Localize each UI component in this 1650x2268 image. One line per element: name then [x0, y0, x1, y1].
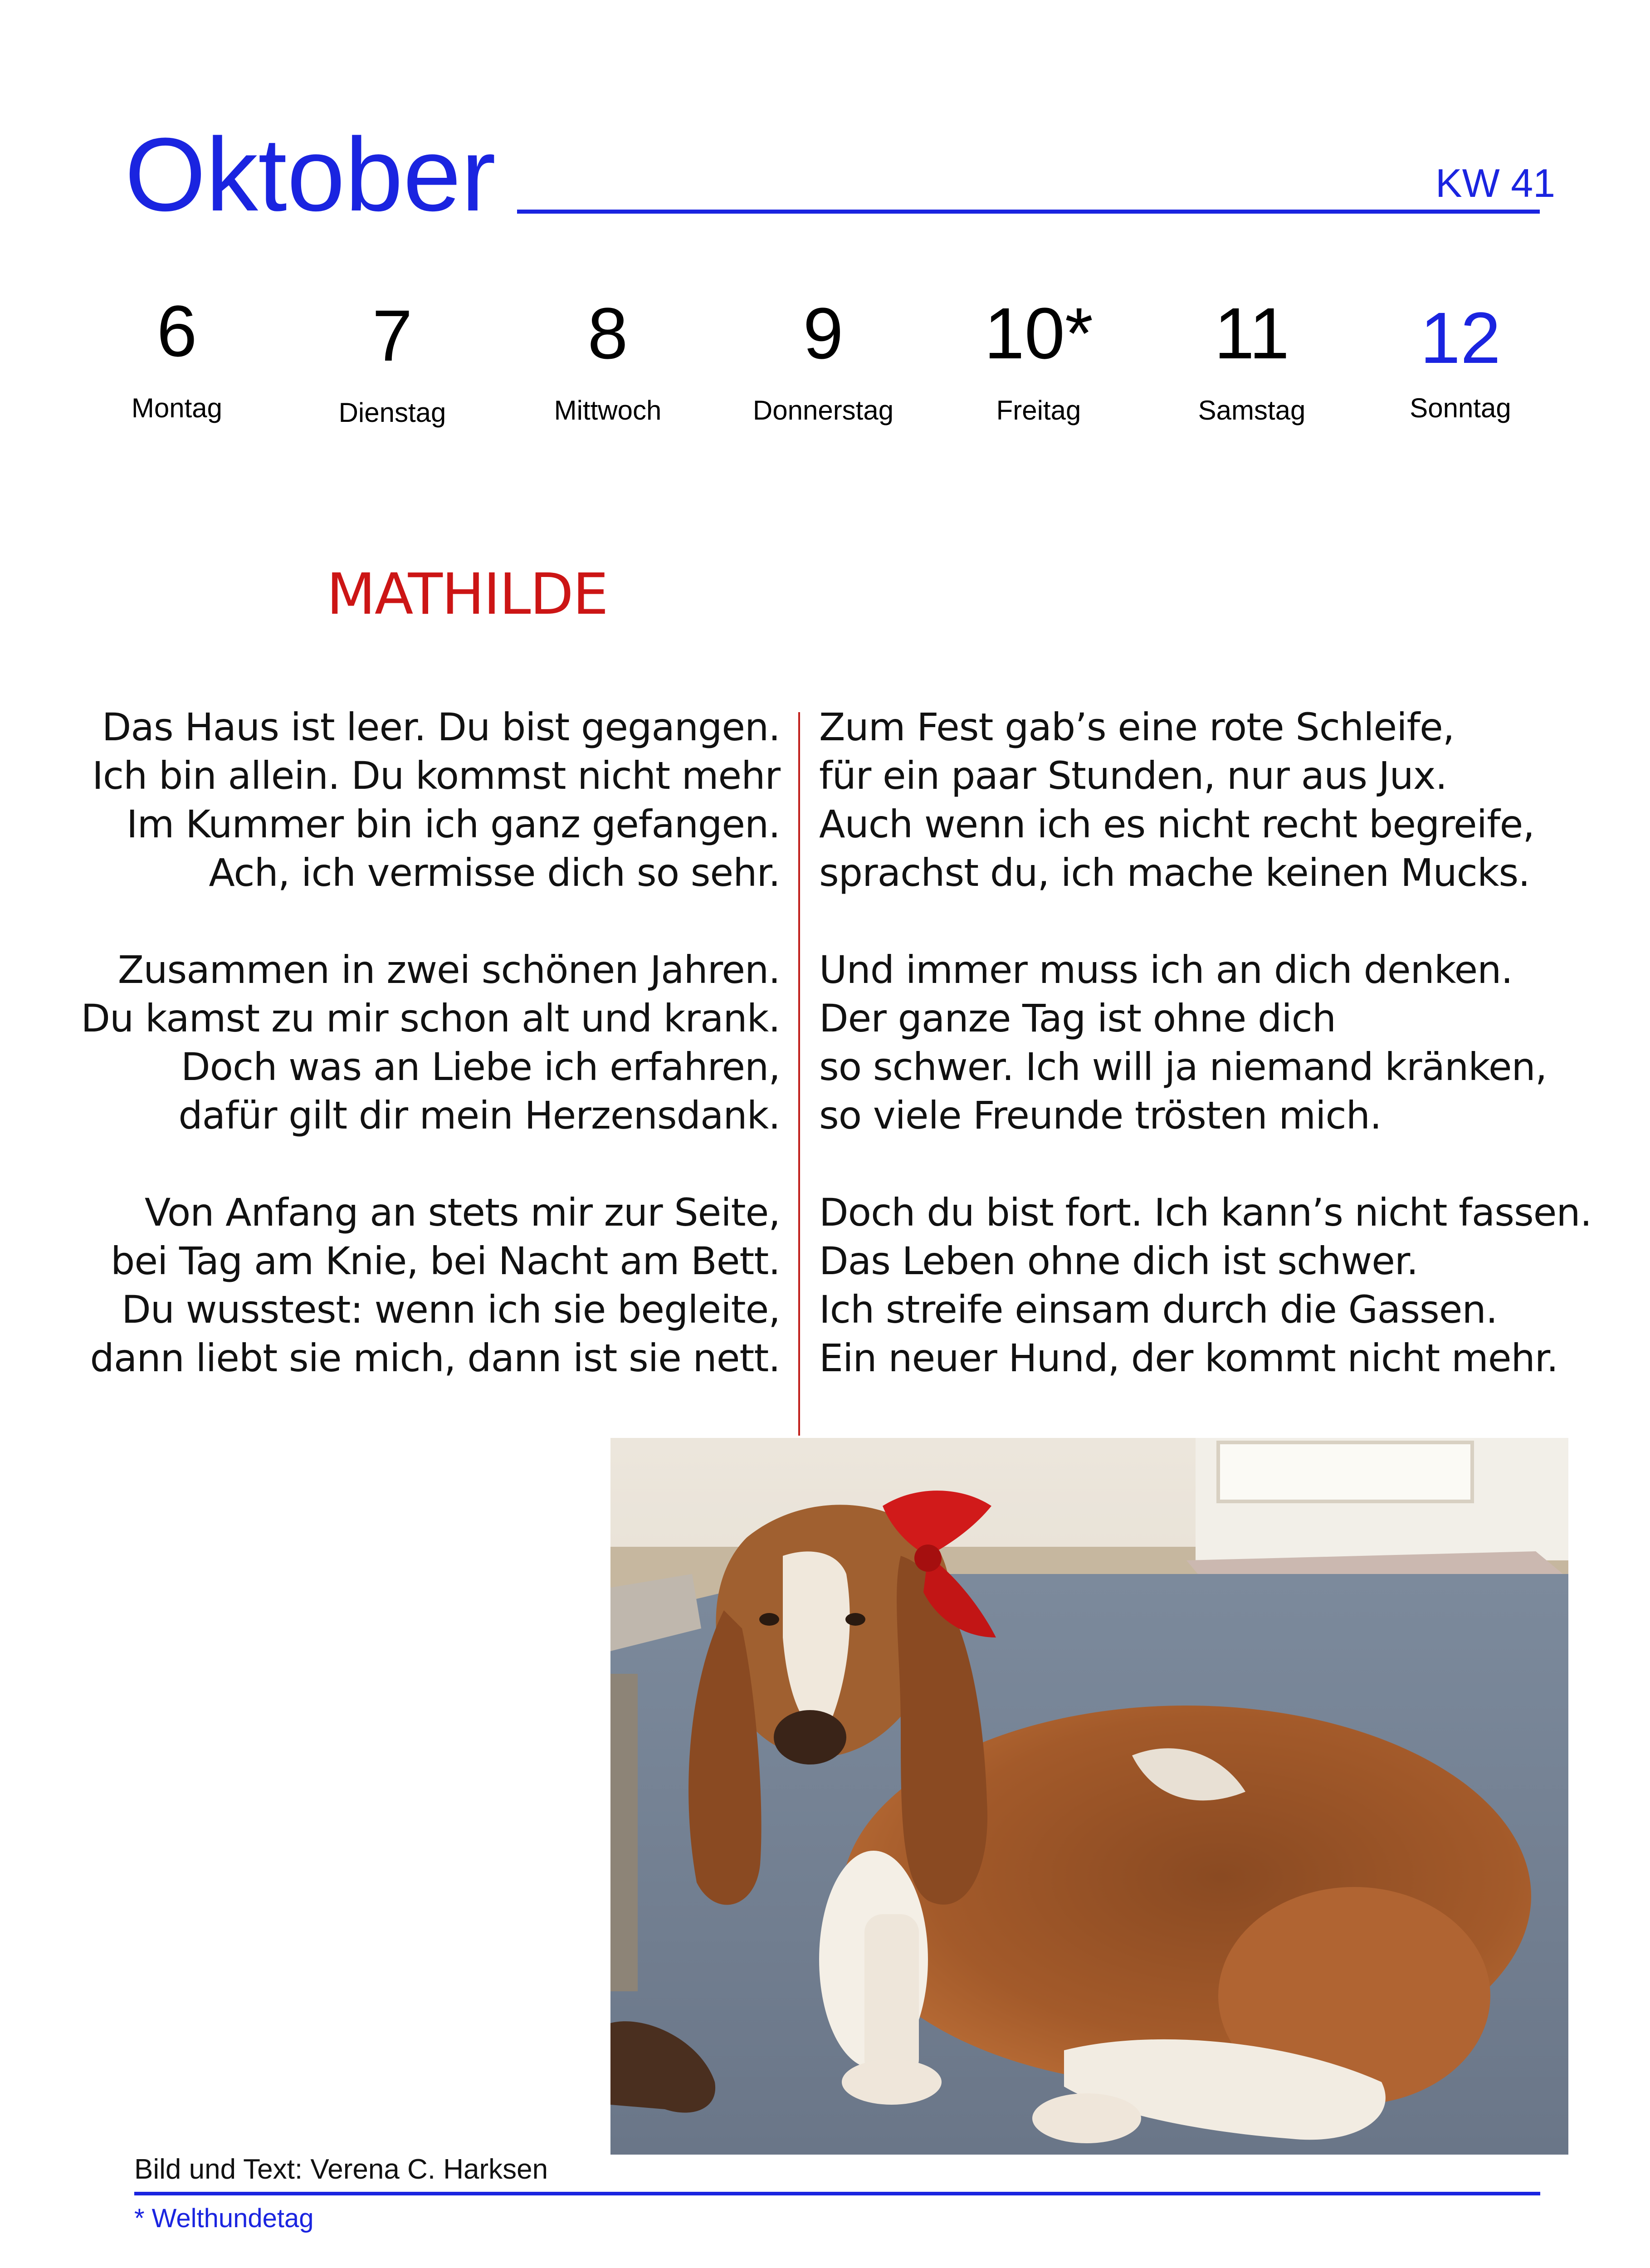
calendar-week-label: KW 41: [1435, 161, 1556, 205]
day-saturday: [1143, 293, 1361, 425]
poem-line: Ein neuer Hund, der kommt nicht mehr.: [819, 1336, 1558, 1380]
stanza: [819, 946, 1645, 1140]
month-title: Oktober: [125, 116, 496, 233]
day-number: 6: [156, 290, 197, 371]
dog-photo: [610, 1438, 1568, 2155]
day-wednesday: [499, 293, 717, 425]
footnote: * Welthundetag: [134, 2204, 314, 2233]
poem-right-column: [819, 703, 1645, 1431]
day-name: Dienstag: [338, 397, 446, 428]
dog-nose: [774, 1710, 846, 1765]
poem-line: Ich streife einsam durch die Gassen.: [819, 1287, 1498, 1332]
poem-line: so viele Freunde trösten mich.: [819, 1093, 1382, 1138]
stanza: [18, 703, 780, 897]
poem-line: Du wusstest: wenn ich sie begleite,: [122, 1287, 780, 1332]
poem-line: Ach, ich vermisse dich so sehr.: [209, 850, 780, 895]
poem-line: Das Haus ist leer. Du bist gegangen.: [102, 705, 780, 749]
poem-line: Doch du bist fort. Ich kann’s nicht fassen.: [819, 1190, 1592, 1235]
day-monday: [68, 290, 286, 423]
dog-front-paw: [842, 2059, 942, 2105]
photo-credit: Bild und Text: Verena C. Harksen: [134, 2154, 548, 2185]
dog-eye-left: [759, 1613, 779, 1626]
poem-line: Auch wenn ich es nicht recht begreife,: [819, 802, 1535, 846]
day-sunday: [1352, 297, 1569, 423]
dog-front-leg: [864, 1914, 919, 2077]
day-thursday: [714, 293, 932, 425]
poem-line: Im Kummer bin ich ganz gefangen.: [126, 802, 780, 846]
day-number: 8: [587, 293, 628, 374]
poem-line: Zum Fest gab’s eine rote Schleife,: [819, 705, 1455, 749]
poem-line: bei Tag am Knie, bei Nacht am Bett.: [111, 1239, 780, 1283]
stanza: [18, 1188, 780, 1383]
day-name: Samstag: [1198, 395, 1306, 425]
header-rule: [517, 210, 1540, 214]
poem-line: Der ganze Tag ist ohne dich: [819, 996, 1336, 1041]
poem-line: Zusammen in zwei schönen Jahren.: [117, 948, 780, 992]
poem-line: Von Anfang an stets mir zur Seite,: [144, 1190, 780, 1235]
red-bow-knot: [914, 1545, 942, 1572]
day-name: Mittwoch: [554, 395, 662, 425]
poem-line: Das Leben ohne dich ist schwer.: [819, 1239, 1418, 1283]
poem-line: dann liebt sie mich, dann ist sie nett.: [90, 1336, 780, 1380]
poem-line: für ein paar Stunden, nur aus Jux.: [819, 753, 1447, 798]
dog-eye-right: [845, 1613, 865, 1626]
poem-line: dafür gilt dir mein Herzensdank.: [178, 1093, 780, 1138]
day-number: 11: [1214, 293, 1290, 374]
poem-title: MATHILDE: [327, 562, 608, 627]
day-number: 10*: [984, 293, 1093, 374]
day-number: 9: [803, 293, 844, 374]
day-friday: [930, 293, 1147, 425]
poem-line: Und immer muss ich an dich denken.: [819, 948, 1513, 992]
day-number: 12: [1420, 297, 1501, 378]
day-number: 7: [372, 295, 413, 376]
stanza: [819, 1188, 1645, 1383]
day-name: Sonntag: [1410, 393, 1511, 423]
poem-line: sprachst du, ich mache keinen Mucks.: [819, 850, 1530, 895]
day-tuesday: [283, 295, 501, 428]
dog-paw: [1032, 2093, 1141, 2143]
poem-line: Du kamst zu mir schon alt und krank.: [81, 996, 780, 1041]
poem-left-column: [18, 703, 780, 1431]
day-name: Montag: [131, 393, 223, 423]
poem-line: Doch was an Liebe ich erfahren,: [181, 1045, 780, 1089]
day-name: Donnerstag: [752, 395, 894, 425]
column-divider: [798, 712, 800, 1436]
stanza: [18, 946, 780, 1140]
stanza: [819, 703, 1645, 897]
poem-line: so schwer. Ich will ja niemand kränken,: [819, 1045, 1547, 1089]
footer-rule: [134, 2192, 1540, 2195]
person-leg: [610, 1674, 638, 1991]
door-window: [1218, 1442, 1472, 1501]
poem-line: Ich bin allein. Du kommst nicht mehr: [92, 753, 780, 798]
day-name: Freitag: [996, 395, 1081, 425]
